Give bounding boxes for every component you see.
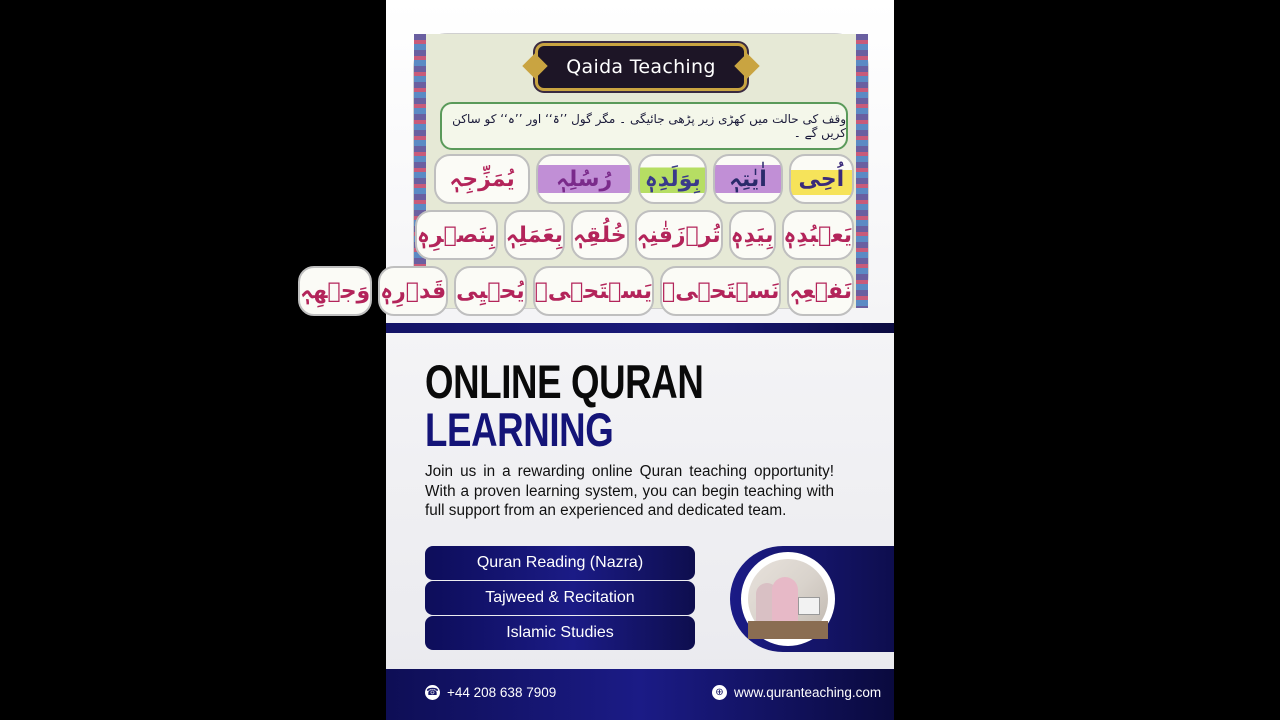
phone-icon: ☎	[426, 687, 439, 698]
footer-phone[interactable]	[425, 685, 556, 700]
headline-line-2: LEARNING	[425, 403, 614, 456]
qaida-word: رُسُلِہٖ	[536, 154, 632, 204]
qaida-word-row	[300, 266, 854, 316]
course-pill-islamic-studies: Islamic Studies	[425, 616, 695, 650]
phone-number: +44 208 638 7909	[447, 685, 557, 700]
page-title	[425, 355, 704, 456]
photo-laptop	[798, 597, 820, 615]
qaida-word: بِعَمَلِہٖ	[504, 210, 565, 260]
course-pill-quran-reading: Quran Reading (Nazra)	[425, 546, 695, 580]
qaida-word: یَعۡبُدِہٖ	[782, 210, 854, 260]
qaida-instruction-box	[440, 102, 848, 150]
website-url: www.quranteaching.com	[734, 685, 882, 700]
qaida-word: نَسۡتَحۡیٖ	[660, 266, 781, 316]
qaida-word: یُحۡیِی	[454, 266, 527, 316]
description-text: Join us in a rewarding online Quran teaching opportunity! With a proven learning system, you can begin teaching with full support from an experienced and dedicated team.	[425, 463, 834, 520]
qaida-word: خُلُقِہٖ	[571, 210, 629, 260]
globe-icon: ⊕	[712, 685, 727, 700]
qaida-word: یُمَزِّجِہٖ	[434, 154, 530, 204]
headline-line-1: ONLINE QURAN	[425, 355, 704, 408]
qaida-word: بِنَصۡرِہٖ	[415, 210, 498, 260]
qaida-word: بِیَدِہٖ	[729, 210, 776, 260]
qaida-word-grid	[300, 154, 854, 322]
teacher-photo	[748, 559, 828, 639]
qaida-word: اُحِی	[789, 154, 854, 204]
qaida-instruction: وقف کی حالت میں کھڑی زیر پڑھی جائیگی ۔ مگر گول ’’ۃ‘‘ اور ’’ہ‘‘ کو ساکن کریں گے ۔	[452, 112, 846, 140]
qaida-word: وَجۡھِہٖ	[298, 266, 372, 316]
qaida-word-row	[417, 210, 854, 260]
qaida-word: نَفۡعِہٖ	[787, 266, 854, 316]
teacher-photo-frame	[741, 552, 835, 646]
qaida-word: قَدۡرِہٖ	[378, 266, 448, 316]
divider-bar	[386, 323, 894, 333]
qaida-word: یَسۡتَحۡیٖ	[533, 266, 654, 316]
footer-website[interactable]	[712, 685, 881, 700]
course-pill-tajweed: Tajweed & Recitation	[425, 581, 695, 615]
poster	[300, 0, 894, 720]
footer	[386, 669, 894, 720]
qaida-title-plate	[538, 46, 744, 88]
qaida-word: تُرۡزَقٰنِہٖ	[635, 210, 723, 260]
qaida-word: بِوَلَدِہٖ	[638, 154, 707, 204]
qaida-word-row	[434, 154, 854, 204]
photo-desk	[748, 621, 828, 639]
qaida-title: Qaida Teaching	[566, 56, 716, 78]
qaida-word: اٰیٰتِہٖ	[713, 154, 782, 204]
qaida-image	[300, 34, 868, 308]
qaida-border-right	[856, 34, 868, 308]
qaida-page	[300, 34, 856, 308]
